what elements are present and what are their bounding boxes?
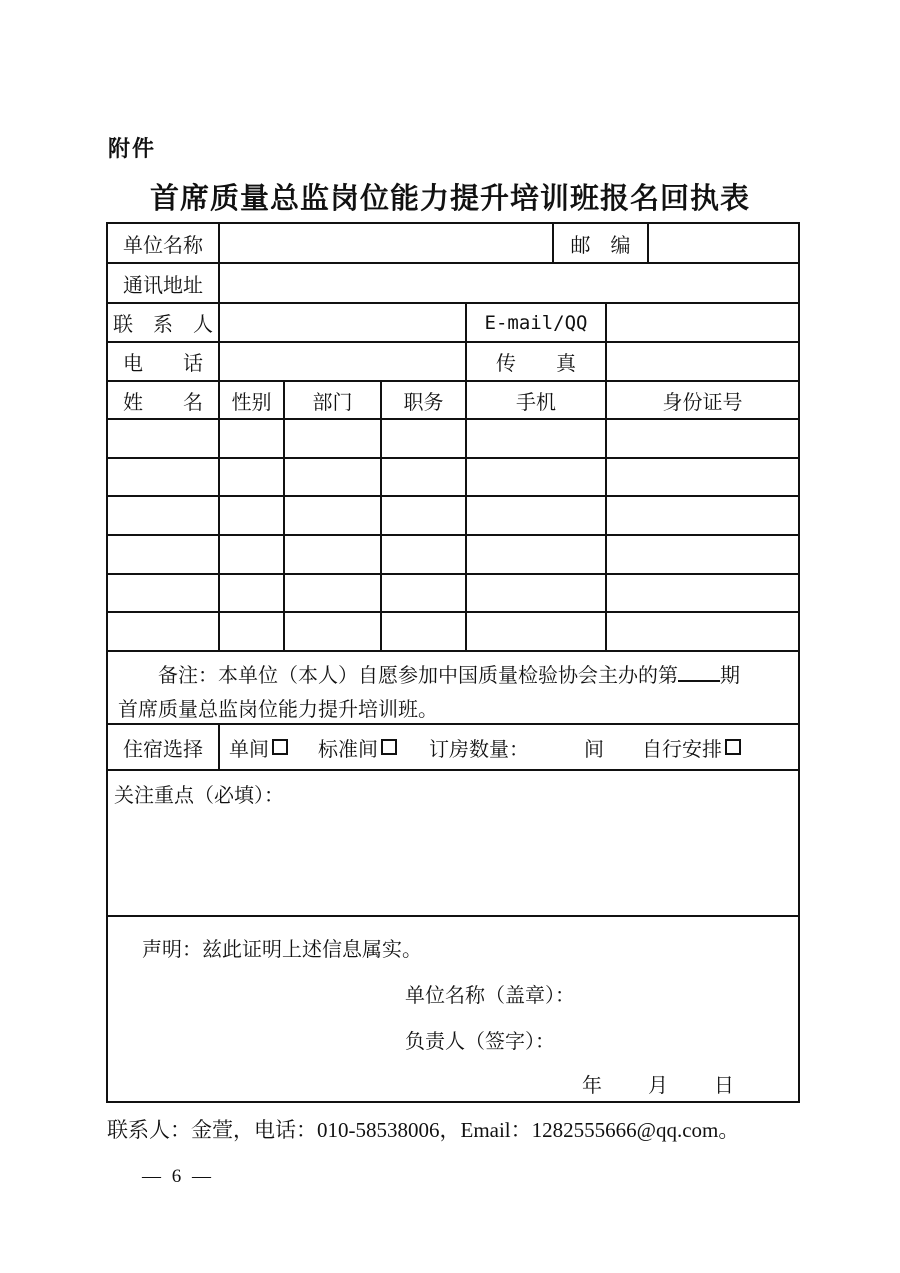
- person-header-row: [108, 382, 798, 420]
- remark-line1: [118, 659, 788, 693]
- date-label: 年 月 日: [582, 1075, 736, 1098]
- person-title-header: 职务: [382, 382, 467, 418]
- person-id-cell: [607, 459, 798, 496]
- person-gender-cell: [220, 420, 285, 457]
- address-input-cell: [220, 264, 798, 302]
- person-row: [108, 420, 798, 459]
- standard-room-option: [318, 733, 397, 762]
- declaration-statement: 声明：兹此证明上述信息属实。: [142, 939, 422, 962]
- person-mobile-cell: [467, 613, 607, 650]
- remark-text-suffix: 期: [720, 665, 740, 688]
- person-dept-cell: [285, 613, 382, 650]
- person-gender-cell: [220, 497, 285, 534]
- person-gender-cell: [220, 575, 285, 612]
- attachment-label: 附件: [108, 136, 157, 161]
- person-mobile-cell: [467, 536, 607, 573]
- single-room-option: [229, 733, 288, 762]
- person-gender-header: 性别: [220, 382, 285, 418]
- person-gender-cell: [220, 613, 285, 650]
- room-quantity-label: 订房数量：: [429, 738, 529, 761]
- standard-room-checkbox: [381, 739, 397, 755]
- person-id-header: 身份证号: [662, 391, 743, 414]
- single-room-checkbox: [272, 739, 288, 755]
- unit-name-input-cell: [220, 224, 554, 262]
- lodging-options-cell: [220, 725, 798, 769]
- person-name-cell: [108, 575, 220, 612]
- fax-input-cell: [607, 343, 798, 380]
- email-label: E-mail/QQ: [467, 304, 607, 341]
- row-phone: [108, 343, 798, 382]
- row-unit-name: [108, 224, 798, 264]
- focus-label: 关注重点（必填）：: [114, 785, 284, 808]
- seal-label: 单位名称（盖章）：: [405, 985, 575, 1008]
- person-row: [108, 536, 798, 575]
- person-title-cell: [382, 497, 467, 534]
- remark-cell: [108, 652, 798, 723]
- standard-room-label: 标准间: [318, 738, 378, 761]
- signature-label: 负责人（签字）：: [405, 1031, 555, 1054]
- person-name-cell: [108, 497, 220, 534]
- person-mobile-cell: [467, 420, 607, 457]
- person-name-cell: [108, 536, 220, 573]
- room-unit-label: 间: [584, 738, 604, 761]
- person-row: [108, 459, 798, 498]
- person-mobile-cell: [467, 497, 607, 534]
- person-row: [108, 575, 798, 614]
- person-dept-cell: [285, 420, 382, 457]
- page-title: 首席质量总监岗位能力提升培训班报名回执表: [149, 183, 750, 215]
- person-id-cell: [607, 575, 798, 612]
- person-row: [108, 613, 798, 652]
- remark-text-prefix: 备注：本单位（本人）自愿参加中国质量检验协会主办的第: [158, 665, 678, 688]
- single-room-label: 单间: [229, 738, 269, 761]
- lodging-row: [108, 725, 798, 771]
- fax-label: 传 真: [467, 343, 607, 380]
- person-id-cell: [607, 497, 798, 534]
- address-label: 通讯地址: [108, 264, 220, 302]
- remark-line2: 首席质量总监岗位能力提升培训班。: [118, 699, 438, 722]
- person-name-cell: [108, 420, 220, 457]
- person-dept-cell: [285, 497, 382, 534]
- page-number: — 6 —: [142, 1166, 214, 1187]
- person-title-cell: [382, 613, 467, 650]
- person-title-cell: [382, 575, 467, 612]
- email-input-cell: [607, 304, 798, 341]
- self-arrange-label: 自行安排: [642, 738, 722, 761]
- row-address: [108, 264, 798, 304]
- session-number-blank: [678, 666, 720, 682]
- contact-input-cell: [220, 304, 467, 341]
- declaration-row: [108, 917, 798, 1102]
- lodging-label: 住宿选择: [108, 725, 220, 769]
- phone-label: 电 话: [108, 343, 220, 380]
- person-id-cell: [607, 536, 798, 573]
- unit-name-label: 单位名称: [108, 224, 220, 262]
- person-id-cell: [607, 420, 798, 457]
- person-dept-cell: [285, 575, 382, 612]
- person-title-cell: [382, 420, 467, 457]
- self-arrange-checkbox: [725, 739, 741, 755]
- person-dept-cell: [285, 536, 382, 573]
- postcode-label: 邮 编: [554, 224, 649, 262]
- person-dept-header: 部门: [285, 382, 382, 418]
- contact-label: 联 系 人: [108, 304, 220, 341]
- person-gender-cell: [220, 536, 285, 573]
- person-name-cell: [108, 459, 220, 496]
- person-title-cell: [382, 459, 467, 496]
- person-name-header: 姓 名: [108, 382, 220, 418]
- person-title-cell: [382, 536, 467, 573]
- person-gender-cell: [220, 459, 285, 496]
- person-name-cell: [108, 613, 220, 650]
- postcode-input-cell: [649, 224, 798, 262]
- person-mobile-header: 手机: [467, 382, 607, 418]
- person-mobile-cell: [467, 575, 607, 612]
- focus-row: [108, 771, 798, 917]
- person-dept-cell: [285, 459, 382, 496]
- focus-cell: [108, 771, 798, 915]
- declaration-cell: [108, 917, 798, 1102]
- footer-contact-line: 联系人：金萱，电话：010-58538006，Email：1282555666@qq.com。: [107, 1118, 740, 1142]
- person-id-cell: [607, 613, 798, 650]
- remark-row: [108, 652, 798, 725]
- phone-input-cell: [220, 343, 467, 380]
- person-mobile-cell: [467, 459, 607, 496]
- self-arrange-option: [642, 733, 741, 762]
- row-contact: [108, 304, 798, 343]
- registration-form-table: [106, 222, 800, 1103]
- person-row: [108, 497, 798, 536]
